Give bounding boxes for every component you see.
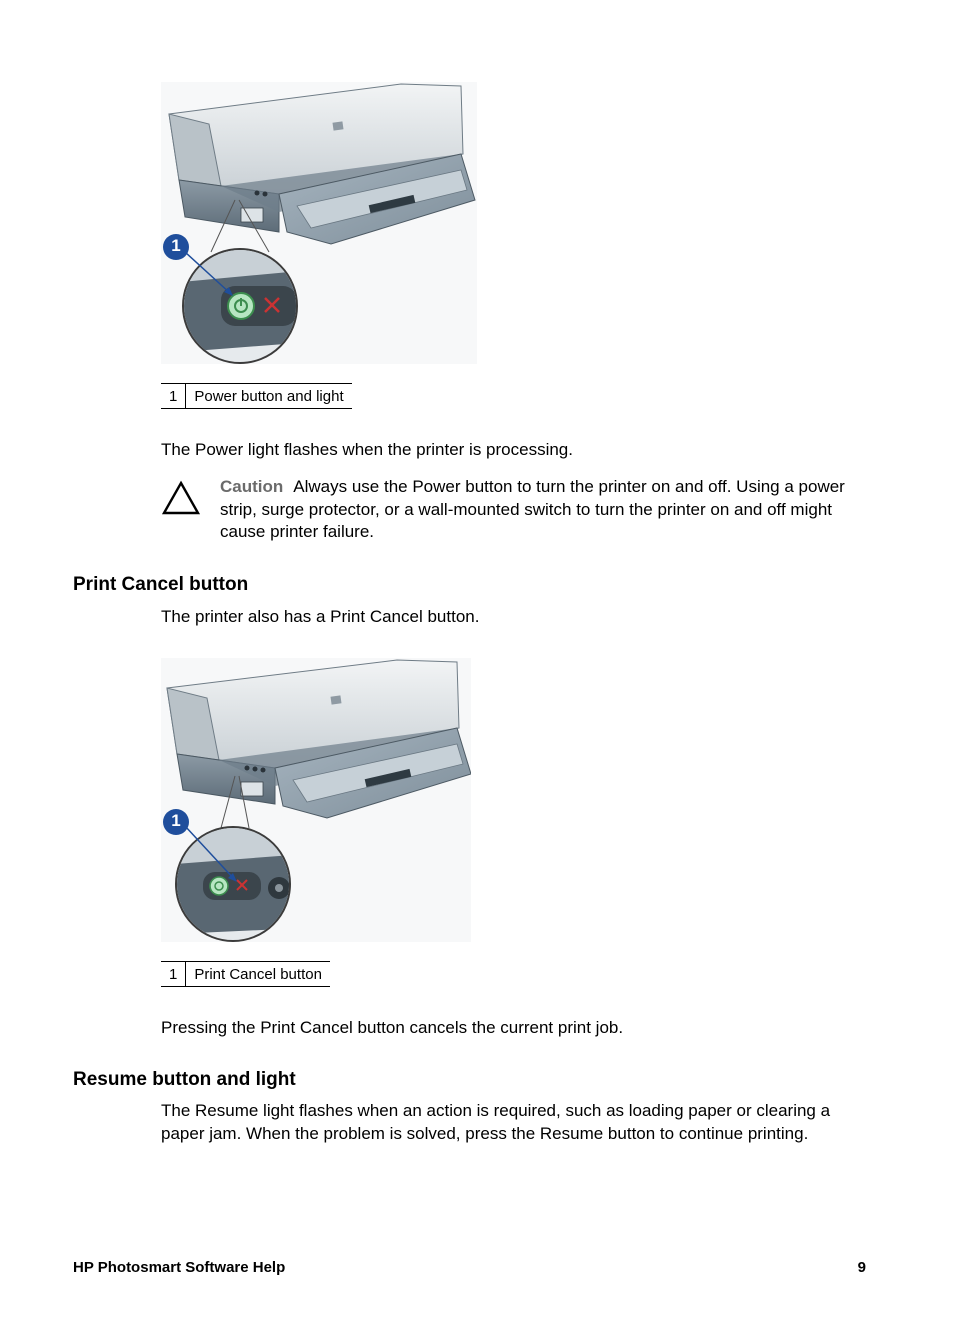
resume-heading: Resume button and light — [73, 1069, 296, 1090]
printer-power-svg — [161, 82, 477, 364]
callout-number-badge: 1 — [171, 236, 181, 255]
figure-legend-cancel — [161, 961, 330, 987]
resume-paragraph: The Resume light flashes when an action is required, such as loading paper or clearing a paper jam. When the problem is solved, press the Resume button to continue printing. — [161, 1101, 831, 1143]
caution-label: Caution — [220, 477, 284, 496]
printer-cancel-svg — [161, 658, 471, 942]
printer-cancel-illustration — [161, 658, 471, 942]
footer-page-number: 9 — [857, 1259, 866, 1276]
print-cancel-intro: The printer also has a Print Cancel button. — [161, 607, 480, 626]
legend-label: Print Cancel button — [186, 962, 330, 987]
legend-number: 1 — [161, 962, 186, 987]
printer-power-illustration — [161, 82, 477, 364]
warning-triangle-icon — [161, 480, 201, 516]
power-light-paragraph: The Power light flashes when the printer is processing. — [161, 440, 573, 459]
caution-text-block — [220, 476, 870, 544]
legend-number: 1 — [161, 384, 186, 409]
callout-number-badge: 1 — [171, 811, 181, 830]
legend-row — [161, 962, 330, 987]
print-cancel-heading: Print Cancel button — [73, 574, 249, 595]
print-cancel-description: Pressing the Print Cancel button cancels the current print job. — [161, 1018, 624, 1037]
caution-body: Always use the Power button to turn the printer on and off. Using a power strip, surge protector, or a wall-mounted switch to turn the printer on and off might cause printer failure. — [220, 477, 845, 541]
legend-label: Power button and light — [186, 384, 352, 409]
footer-title: HP Photosmart Software Help — [73, 1259, 286, 1276]
figure-legend-power — [161, 383, 352, 409]
legend-row — [161, 384, 352, 409]
